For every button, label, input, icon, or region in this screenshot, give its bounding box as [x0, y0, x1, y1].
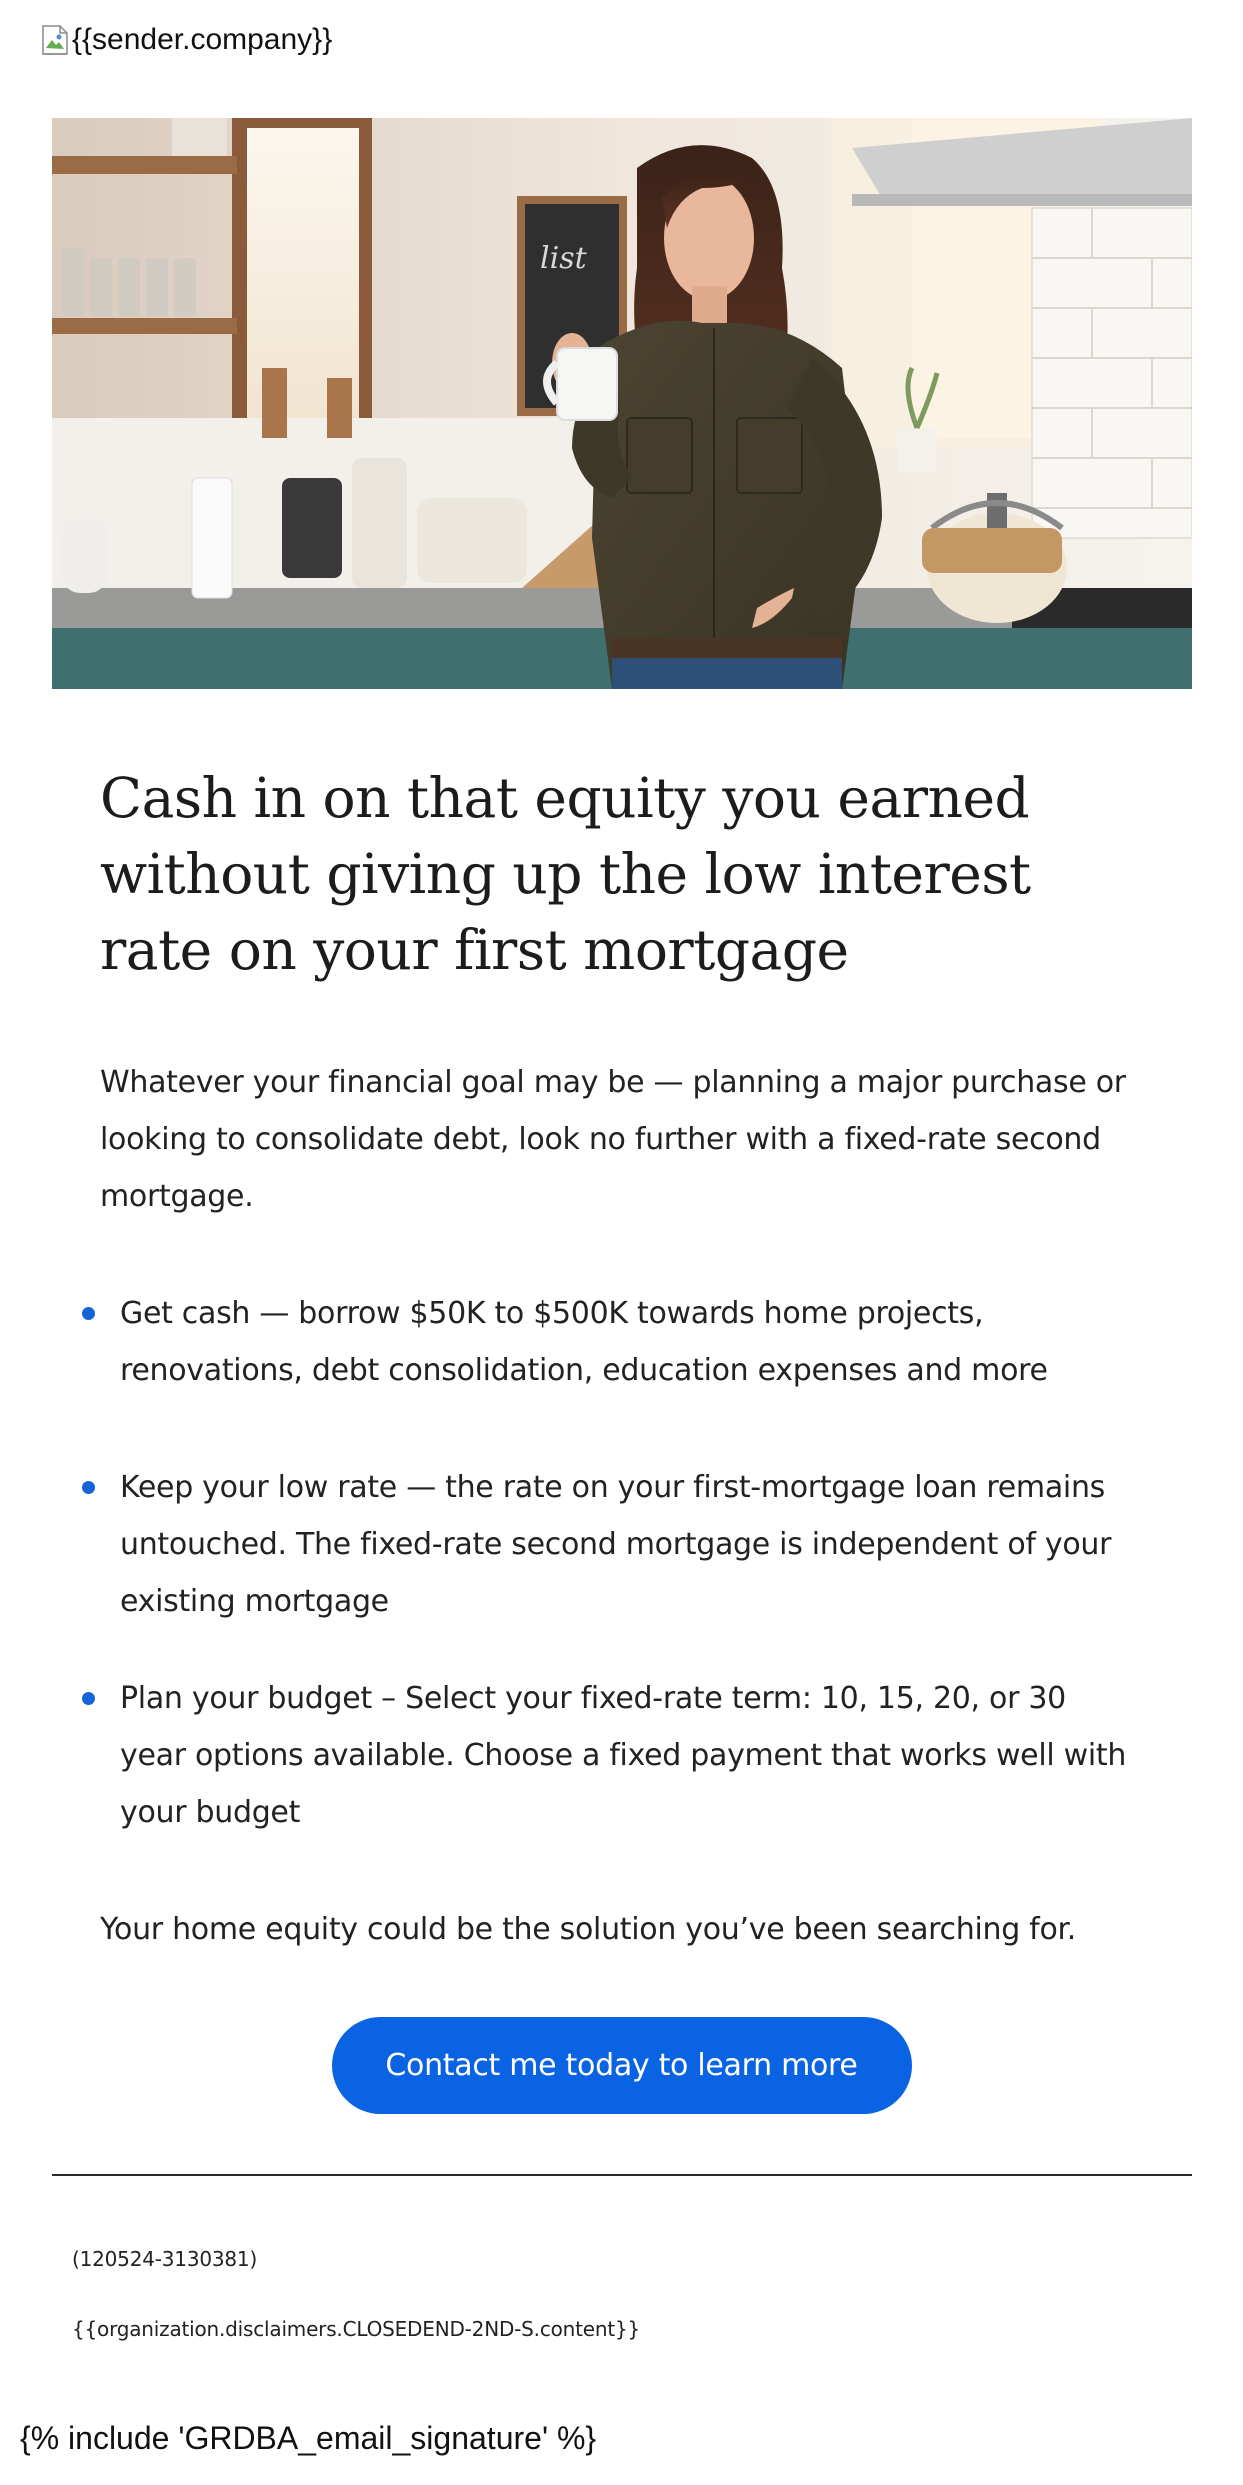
- bullet-dot-icon: [82, 1307, 95, 1320]
- list-item: [82, 1285, 1140, 1399]
- disclaimer-placeholder: {{organization.disclaimers.CLOSEDEND-2ND-S.content}}: [72, 2317, 641, 2341]
- sender-company-text: {{sender.company}}: [72, 23, 333, 56]
- closing-paragraph: Your home equity could be the solution you’ve been searching for.: [100, 1912, 1077, 1947]
- tracking-code: (120524-3130381): [72, 2247, 258, 2271]
- main-content: [100, 760, 1140, 1958]
- bullet-dot-icon: [82, 1692, 95, 1705]
- headline: Cash in on that equity you earned without giving up the low interest rate on your first mortgage: [100, 766, 1031, 982]
- benefit-list: [82, 1285, 1140, 1841]
- broken-image-icon: [40, 23, 70, 57]
- hero-kitchen-photo: [52, 118, 1192, 689]
- email-signature-placeholder: {% include 'GRDBA_email_signature' %}: [20, 2420, 597, 2456]
- list-item: [82, 1459, 1140, 1630]
- cta-container: [0, 2017, 1243, 2114]
- svg-text:list: list: [540, 241, 587, 276]
- list-item: [82, 1670, 1140, 1841]
- divider: [52, 2174, 1192, 2176]
- list-item-text: Get cash — borrow $50K to $500K towards home projects, renovations, debt consolidation, education expenses and more: [120, 1296, 1048, 1388]
- sender-logo: [40, 18, 332, 62]
- intro-paragraph: Whatever your financial goal may be — planning a major purchase or looking to consolidate debt, look no further with a fixed-rate second mortgage.: [100, 1065, 1126, 1214]
- bullet-dot-icon: [82, 1481, 95, 1494]
- list-item-text: Plan your budget – Select your fixed-rate term: 10, 15, 20, or 30 year options available. Choose a fixed payment that works well with your budget: [120, 1681, 1127, 1830]
- list-item-text: Keep your low rate — the rate on your first-mortgage loan remains untouched. The fixed-rate second mortgage is independent of your existing mortgage: [120, 1470, 1112, 1619]
- contact-me-button[interactable]: Contact me today to learn more: [332, 2017, 912, 2114]
